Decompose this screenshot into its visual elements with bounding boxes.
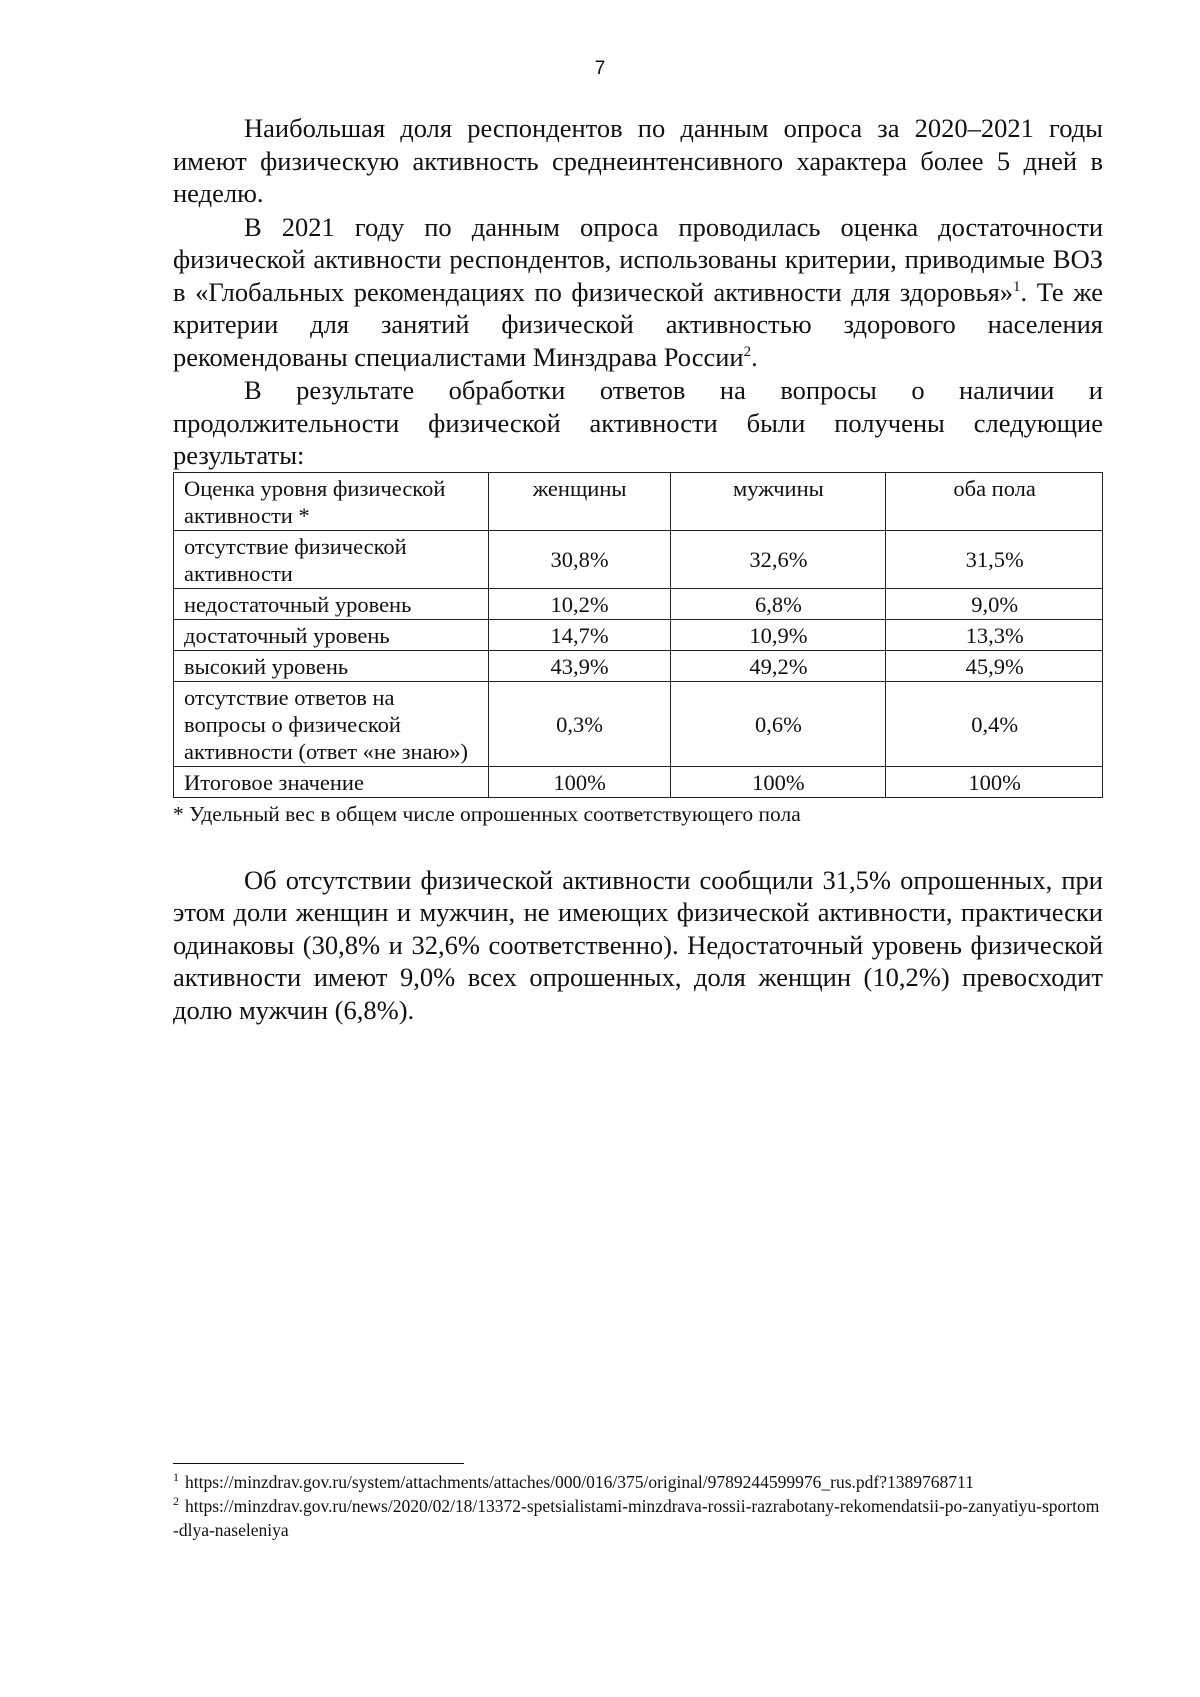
footnote-separator [173, 1463, 464, 1464]
activity-table [173, 472, 1103, 798]
footnote-1 [173, 1470, 1103, 1494]
page-content [173, 112, 1103, 1026]
table-header-row [174, 472, 1103, 530]
table-cell: Итоговое значение [174, 766, 489, 797]
table-cell: отсутствие ответов на вопросы о физической активности (ответ «не знаю») [174, 681, 489, 766]
table-cell: 10,2% [488, 588, 670, 619]
table-row [174, 619, 1103, 650]
table-cell: 30,8% [488, 530, 670, 588]
table-cell: 45,9% [886, 650, 1103, 681]
table-cell: 0,3% [488, 681, 670, 766]
table-row [174, 681, 1103, 766]
table-cell: 100% [886, 766, 1103, 797]
table-cell: 32,6% [670, 530, 886, 588]
footnote-link[interactable]: https://minzdrav.gov.ru/news/2020/02/18/13372-spetsialistami-minzdrava-rossii-razrabotany-rekomendatsii-po-zanyatiyu-sportom-dlya-naseleniya [173, 1496, 1100, 1540]
paragraph-2-end: . [751, 341, 758, 372]
paragraph-2-part-1: В 2021 году по данным опроса проводилась оценка достаточности физической активности респондентов, использованы критерии, приводимые ВОЗ в «Глобальных рекомендациях по физической активности для здоровья» [173, 211, 1103, 307]
table-header-cell: мужчины [670, 472, 886, 530]
footnote-ref-1[interactable]: 1 [1013, 278, 1021, 295]
table-cell: 100% [670, 766, 886, 797]
table-header-cell: женщины [488, 472, 670, 530]
table-cell: 43,9% [488, 650, 670, 681]
footnote-mark: 2 [173, 1494, 179, 1509]
table-row [174, 530, 1103, 588]
paragraph-2-part-2: . Те же критерии для занятий физической активностью здорового населения рекомендованы специалистами Минздрава России [173, 276, 1104, 372]
table-cell: 13,3% [886, 619, 1103, 650]
footnote-ref-2[interactable]: 2 [743, 343, 752, 360]
table-row [174, 766, 1103, 797]
footnote-mark: 1 [173, 1470, 179, 1485]
table-header-cell: оба пола [886, 472, 1103, 530]
table-cell: 31,5% [886, 530, 1103, 588]
table-cell: 9,0% [886, 588, 1103, 619]
table-cell: 14,7% [488, 619, 670, 650]
paragraph-2 [173, 211, 1103, 374]
table-cell: высокий уровень [174, 650, 489, 681]
table-cell: 10,9% [670, 619, 886, 650]
table-cell: достаточный уровень [174, 619, 489, 650]
table-cell: 0,4% [886, 681, 1103, 766]
page-number: 7 [594, 58, 606, 79]
table-row [174, 588, 1103, 619]
footnotes [173, 1470, 1103, 1542]
paragraph-1: Наибольшая доля респондентов по данным опроса за 2020–2021 годы имеют физическую активность среднеинтенсивного характера более 5 дней в неделю. [173, 113, 1103, 208]
table-cell: 100% [488, 766, 670, 797]
table-row [174, 650, 1103, 681]
table-note: * Удельный вес в общем числе опрошенных соответствующего пола [173, 801, 801, 826]
table-cell: 6,8% [670, 588, 886, 619]
table-cell: отсутствие физической активности [174, 530, 489, 588]
paragraph-3: В результате обработки ответов на вопросы о наличии и продолжительности физической активности были получены следующие результаты: [173, 375, 1103, 470]
table-header-cell: Оценка уровня физической активности * [174, 472, 489, 530]
footnote-2 [173, 1494, 1103, 1542]
conclusion-paragraph: Об отсутствии физической активности сообщили 31,5% опрошенных, при этом доли женщин и мужчин, не имеющих физической активности, практически одинаковы (30,8% и 32,6% соответственно). Недостаточный уровень физической активности имеют 9,0% всех опрошенных, доля женщин (10,2%) превосходит долю мужчин (6,8%). [173, 864, 1103, 1025]
table-cell: недостаточный уровень [174, 588, 489, 619]
table-cell: 49,2% [670, 650, 886, 681]
table-cell: 0,6% [670, 681, 886, 766]
footnote-link[interactable]: https://minzdrav.gov.ru/system/attachments/attaches/000/016/375/original/9789244599976_rus.pdf?1389768711 [185, 1472, 974, 1492]
